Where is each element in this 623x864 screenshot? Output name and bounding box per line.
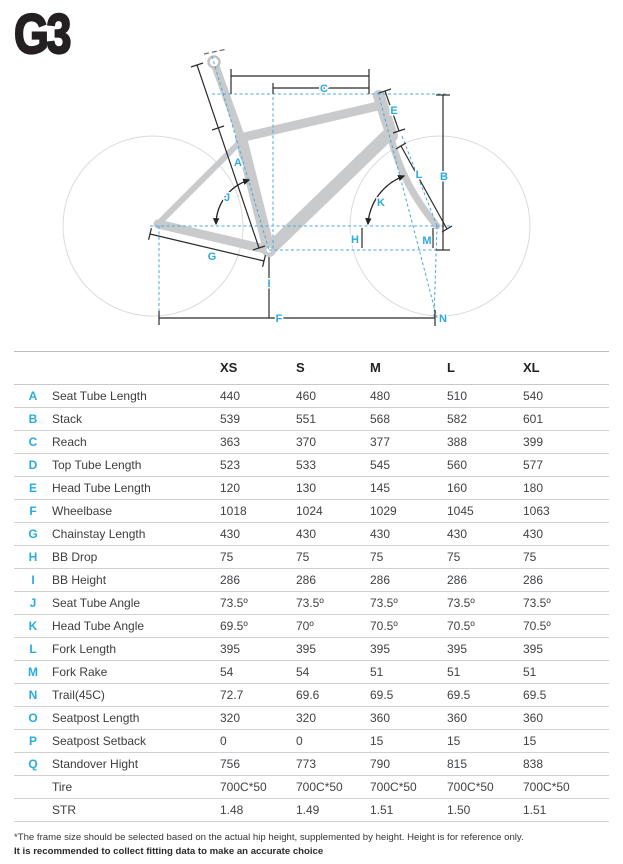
- steering-axis: [378, 92, 437, 318]
- cell-value: 286: [447, 569, 523, 592]
- cell-value: 75: [296, 546, 370, 569]
- cell-value: 582: [447, 408, 523, 431]
- bike-geometry-diagram: [0, 0, 623, 345]
- row-letter: M: [14, 661, 52, 684]
- cell-value: 0: [220, 730, 296, 753]
- table-row: [14, 661, 609, 684]
- cell-value: 395: [447, 638, 523, 661]
- label-J: J: [223, 192, 231, 204]
- row-name: Reach: [52, 431, 220, 454]
- brand-logo: G3: [14, 2, 69, 65]
- table-row: [14, 753, 609, 776]
- row-letter: J: [14, 592, 52, 615]
- row-name: Seat Tube Length: [52, 385, 220, 408]
- cell-value: 1.50: [447, 799, 523, 822]
- table-row: [14, 546, 609, 569]
- table-row: [14, 385, 609, 408]
- cell-value: 1029: [370, 500, 447, 523]
- cell-value: 430: [220, 523, 296, 546]
- cell-value: 523: [220, 454, 296, 477]
- cell-value: 70º: [296, 615, 370, 638]
- cell-value: 0: [296, 730, 370, 753]
- cell-value: 1.51: [523, 799, 609, 822]
- geometry-table-grid: [14, 351, 609, 822]
- cell-value: 395: [523, 638, 609, 661]
- column-header-xs: XS: [220, 352, 296, 385]
- cell-value: 73.5º: [447, 592, 523, 615]
- seat-angle-arc: [216, 180, 249, 224]
- table-row: [14, 638, 609, 661]
- cell-value: 363: [220, 431, 296, 454]
- cell-value: 460: [296, 385, 370, 408]
- cell-value: 320: [220, 707, 296, 730]
- cell-value: 773: [296, 753, 370, 776]
- down-tube: [269, 134, 389, 250]
- cell-value: 510: [447, 385, 523, 408]
- cell-value: 601: [523, 408, 609, 431]
- header-row: [14, 352, 609, 385]
- label-M: M: [422, 235, 432, 247]
- measurement-lines: [149, 63, 452, 326]
- label-L: L: [415, 169, 423, 181]
- cell-value: 756: [220, 753, 296, 776]
- table-row: [14, 454, 609, 477]
- row-name: BB Height: [52, 569, 220, 592]
- table-row: [14, 684, 609, 707]
- footnotes: [14, 831, 614, 860]
- cell-value: 73.5º: [220, 592, 296, 615]
- cell-value: 430: [370, 523, 447, 546]
- row-name: Head Tube Angle: [52, 615, 220, 638]
- row-letter: E: [14, 477, 52, 500]
- cell-value: 1024: [296, 500, 370, 523]
- label-A: A: [234, 157, 242, 169]
- footnote-line1: *The frame size should be selected based on the actual hip height, supplemented by height. Height is for reference only.: [14, 832, 524, 843]
- cell-value: 15: [447, 730, 523, 753]
- head-angle-arc: [368, 176, 404, 224]
- cell-value: 73.5º: [296, 592, 370, 615]
- cell-value: 145: [370, 477, 447, 500]
- cell-value: 440: [220, 385, 296, 408]
- cell-value: 69.5: [523, 684, 609, 707]
- cell-value: 51: [447, 661, 523, 684]
- row-letter: H: [14, 546, 52, 569]
- cell-value: 540: [523, 385, 609, 408]
- cell-value: 533: [296, 454, 370, 477]
- label-B: B: [440, 171, 448, 183]
- cell-value: 360: [447, 707, 523, 730]
- cell-value: 430: [296, 523, 370, 546]
- cell-value: 370: [296, 431, 370, 454]
- column-header-m: M: [370, 352, 447, 385]
- header-spacer-letter: [14, 352, 52, 385]
- row-letter: K: [14, 615, 52, 638]
- cell-value: 395: [296, 638, 370, 661]
- cell-value: 54: [296, 661, 370, 684]
- cell-value: 75: [447, 546, 523, 569]
- table-row: [14, 730, 609, 753]
- cell-value: 73.5º: [370, 592, 447, 615]
- top-tube: [240, 106, 378, 138]
- row-letter: A: [14, 385, 52, 408]
- cell-value: 73.5º: [523, 592, 609, 615]
- cell-value: 790: [370, 753, 447, 776]
- row-letter: N: [14, 684, 52, 707]
- cell-value: 577: [523, 454, 609, 477]
- row-name: Seat Tube Angle: [52, 592, 220, 615]
- cell-value: 75: [523, 546, 609, 569]
- cell-value: 430: [523, 523, 609, 546]
- cell-value: 700C*50: [523, 776, 609, 799]
- cell-value: 160: [447, 477, 523, 500]
- cell-value: 69.5º: [220, 615, 296, 638]
- cell-value: 286: [220, 569, 296, 592]
- row-name: STR: [52, 799, 220, 822]
- cell-value: 75: [370, 546, 447, 569]
- label-N: N: [439, 313, 447, 325]
- table-row: [14, 592, 609, 615]
- cell-value: 480: [370, 385, 447, 408]
- row-name: Trail(45C): [52, 684, 220, 707]
- cell-value: 700C*50: [370, 776, 447, 799]
- cell-value: 838: [523, 753, 609, 776]
- table-row: [14, 799, 609, 822]
- cell-value: 360: [523, 707, 609, 730]
- cell-value: 539: [220, 408, 296, 431]
- footnote-line2: It is recommended to collect fitting data to make an accurate choice: [14, 846, 324, 858]
- geometry-table: [14, 351, 609, 822]
- row-name: Standover Hight: [52, 753, 220, 776]
- table-row: [14, 431, 609, 454]
- cell-value: 70.5º: [447, 615, 523, 638]
- cell-value: 286: [523, 569, 609, 592]
- row-letter: I: [14, 569, 52, 592]
- row-name: Tire: [52, 776, 220, 799]
- header-spacer-name: [52, 352, 220, 385]
- cell-value: 700C*50: [296, 776, 370, 799]
- row-name: Fork Rake: [52, 661, 220, 684]
- cell-value: 120: [220, 477, 296, 500]
- row-name: Chainstay Length: [52, 523, 220, 546]
- label-G: G: [207, 251, 217, 263]
- label-E: E: [390, 105, 398, 117]
- label-I: I: [267, 278, 271, 290]
- row-name: Fork Length: [52, 638, 220, 661]
- saddle-dash-mark: [204, 49, 227, 54]
- table-row: [14, 408, 609, 431]
- cell-value: 377: [370, 431, 447, 454]
- cell-value: 72.7: [220, 684, 296, 707]
- column-header-l: L: [447, 352, 523, 385]
- cell-value: 130: [296, 477, 370, 500]
- cell-value: 320: [296, 707, 370, 730]
- cell-value: 399: [523, 431, 609, 454]
- cell-value: 360: [370, 707, 447, 730]
- cell-value: 15: [370, 730, 447, 753]
- table-row: [14, 707, 609, 730]
- row-name: Wheelbase: [52, 500, 220, 523]
- cell-value: 1018: [220, 500, 296, 523]
- column-header-xl: XL: [523, 352, 609, 385]
- table-row: [14, 523, 609, 546]
- row-name: Head Tube Length: [52, 477, 220, 500]
- cell-value: 1045: [447, 500, 523, 523]
- cell-value: 430: [447, 523, 523, 546]
- label-C: C: [320, 83, 328, 95]
- row-name: Seatpost Length: [52, 707, 220, 730]
- cell-value: 551: [296, 408, 370, 431]
- cell-value: 568: [370, 408, 447, 431]
- row-letter: D: [14, 454, 52, 477]
- row-letter: B: [14, 408, 52, 431]
- row-name: BB Drop: [52, 546, 220, 569]
- cell-value: 560: [447, 454, 523, 477]
- cell-value: 545: [370, 454, 447, 477]
- cell-value: 69.5: [370, 684, 447, 707]
- row-name: Seatpost Setback: [52, 730, 220, 753]
- cell-value: 395: [220, 638, 296, 661]
- cell-value: 286: [296, 569, 370, 592]
- front-axle-drop-guide: [434, 226, 437, 318]
- row-name: Stack: [52, 408, 220, 431]
- cell-value: 54: [220, 661, 296, 684]
- seat-tube-axis: [212, 56, 269, 250]
- cell-value: 51: [523, 661, 609, 684]
- cell-value: 69.6: [296, 684, 370, 707]
- row-letter: F: [14, 500, 52, 523]
- table-row: [14, 477, 609, 500]
- seat-tube: [241, 138, 269, 250]
- table-row: [14, 776, 609, 799]
- row-letter: Q: [14, 753, 52, 776]
- label-K: K: [377, 197, 385, 209]
- cell-value: 700C*50: [220, 776, 296, 799]
- label-F: F: [275, 313, 283, 325]
- row-letter: L: [14, 638, 52, 661]
- row-name: Top Tube Length: [52, 454, 220, 477]
- cell-value: 1.51: [370, 799, 447, 822]
- fork-blade: [391, 138, 437, 226]
- cell-value: 395: [370, 638, 447, 661]
- label-H: H: [351, 234, 359, 246]
- cell-value: 1063: [523, 500, 609, 523]
- cell-value: 815: [447, 753, 523, 776]
- cell-value: 180: [523, 477, 609, 500]
- row-letter: G: [14, 523, 52, 546]
- table-row: [14, 500, 609, 523]
- column-header-s: S: [296, 352, 370, 385]
- cell-value: 15: [523, 730, 609, 753]
- cell-value: 1.49: [296, 799, 370, 822]
- cell-value: 388: [447, 431, 523, 454]
- cell-value: 75: [220, 546, 296, 569]
- cell-value: 70.5º: [370, 615, 447, 638]
- row-letter: P: [14, 730, 52, 753]
- cell-value: 70.5º: [523, 615, 609, 638]
- row-letter: C: [14, 431, 52, 454]
- cell-value: 69.5: [447, 684, 523, 707]
- table-row: [14, 615, 609, 638]
- cell-value: 51: [370, 661, 447, 684]
- row-letter: O: [14, 707, 52, 730]
- cell-value: 700C*50: [447, 776, 523, 799]
- cell-value: 1.48: [220, 799, 296, 822]
- row-letter: [14, 799, 52, 822]
- table-row: [14, 569, 609, 592]
- row-letter: [14, 776, 52, 799]
- cell-value: 286: [370, 569, 447, 592]
